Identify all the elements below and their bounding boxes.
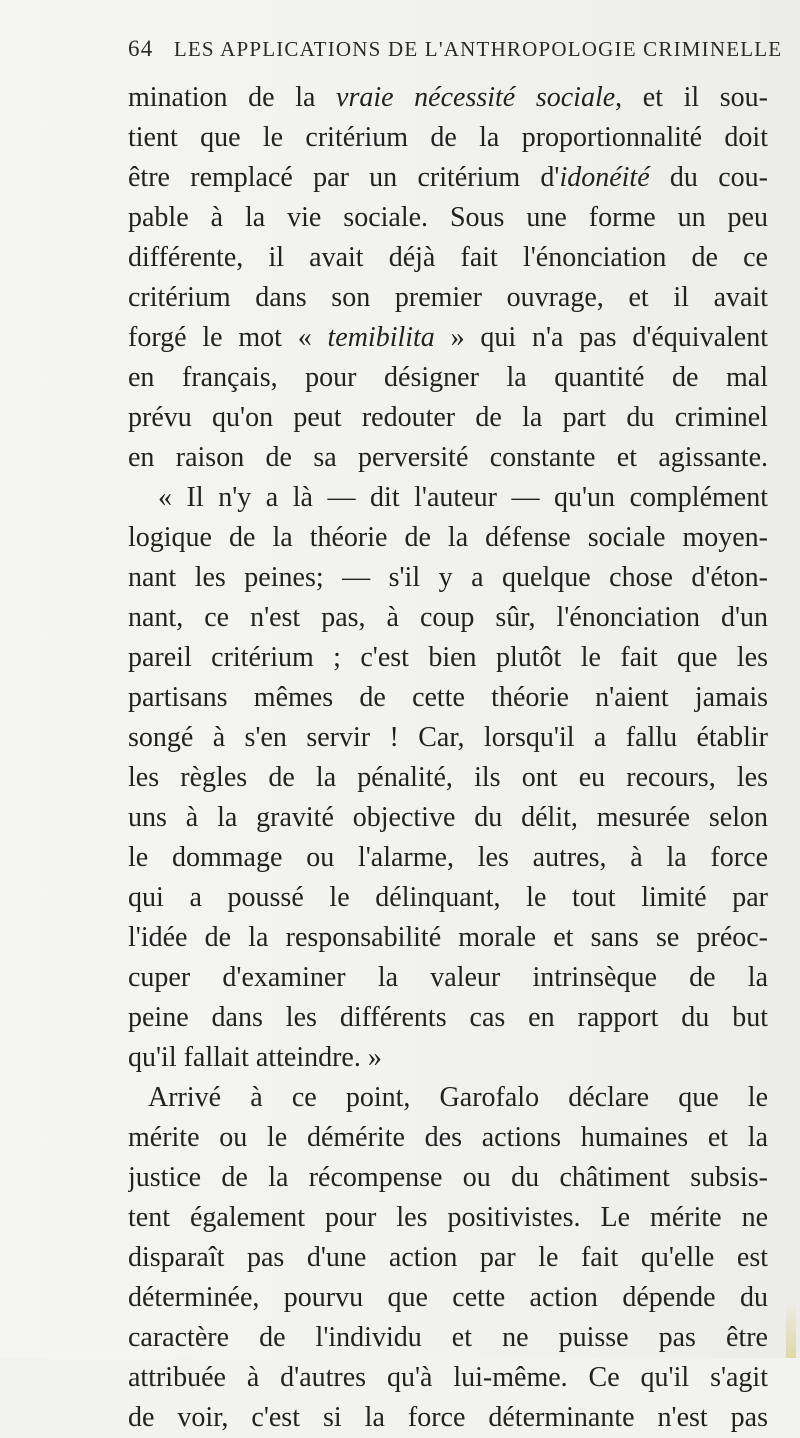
text-line: l'idée de la responsabilité morale et sans se préoc- — [128, 922, 768, 953]
text-line: le dommage ou l'alarme, les autres, à la force — [128, 842, 768, 873]
text-line: peine dans les différents cas en rapport du but — [128, 1002, 768, 1033]
text-line: logique de la théorie de la défense sociale moyen- — [128, 522, 768, 553]
text-line: mérite ou le démérite des actions humaines et la — [128, 1122, 768, 1153]
text-line: songé à s'en servir ! Car, lorsqu'il a fallu établir — [128, 722, 768, 753]
text-line: les règles de la pénalité, ils ont eu recours, les — [128, 762, 768, 793]
text-line: pareil critérium ; c'est bien plutôt le fait que les — [128, 642, 768, 673]
text-line: attribuée à d'autres qu'à lui-même. Ce qu'il s'agit — [128, 1362, 768, 1393]
italic-phrase: temibilita — [327, 322, 435, 353]
text-line: nant, ce n'est pas, à coup sûr, l'énonciation d'un — [128, 602, 768, 633]
page-edge-stain — [786, 1300, 796, 1358]
text-line: nant les peines; — s'il y a quelque chose d'éton- — [128, 562, 768, 593]
text-line: cuper d'examiner la valeur intrinsèque de la — [128, 962, 768, 993]
running-header — [128, 36, 783, 76]
body-text — [128, 78, 768, 1438]
text-line: disparaît pas d'une action par le fait qu'elle est — [128, 1242, 768, 1273]
text-line: en français, pour désigner la quantité de mal — [128, 362, 768, 393]
text-line: qu'il fallait atteindre. » — [128, 1042, 382, 1073]
page-number: 64 — [128, 36, 154, 61]
text-line: déterminée, pourvu que cette action dépende du — [128, 1282, 768, 1313]
text-line: tent également pour les positivistes. Le mérite ne — [128, 1202, 768, 1233]
text-line: tient que le critérium de la proportionnalité doit — [128, 122, 768, 153]
italic-phrase: vraie nécessité sociale — [336, 82, 616, 113]
text-line: mination de la vraie nécessité sociale, et il sou- — [128, 82, 768, 113]
text-line: différente, il avait déjà fait l'énonciation de ce — [128, 242, 768, 273]
text-line: forgé le mot « temibilita » qui n'a pas d'équivalent — [128, 322, 768, 353]
italic-phrase: idonéité — [559, 162, 650, 193]
text-line: en raison de sa perversité constante et agissante. — [128, 442, 768, 473]
text-line: de voir, c'est si la force déterminante n'est pas — [128, 1402, 768, 1433]
text-line: critérium dans son premier ouvrage, et il avait — [128, 282, 768, 313]
text-line: justice de la récompense ou du châtiment subsis- — [128, 1162, 768, 1193]
text-line: être remplacé par un critérium d'idonéité du cou- — [128, 162, 768, 193]
running-title: LES APPLICATIONS DE L'ANTHROPOLOGIE CRIMINELLE — [173, 37, 783, 61]
text-line: partisans mêmes de cette théorie n'aient jamais — [128, 682, 768, 713]
text-line: pable à la vie sociale. Sous une forme un peu — [128, 202, 768, 233]
text-line: prévu qu'on peut redouter de la part du criminel — [128, 402, 768, 433]
text-line: « Il n'y a là — dit l'auteur — qu'un complément — [158, 482, 768, 513]
text-line: uns à la gravité objective du délit, mesurée selon — [128, 802, 768, 833]
text-line: qui a poussé le délinquant, le tout limité par — [128, 882, 768, 913]
text-line: caractère de l'individu et ne puisse pas être — [128, 1322, 768, 1353]
text-line: Arrivé à ce point, Garofalo déclare que le — [148, 1082, 768, 1113]
